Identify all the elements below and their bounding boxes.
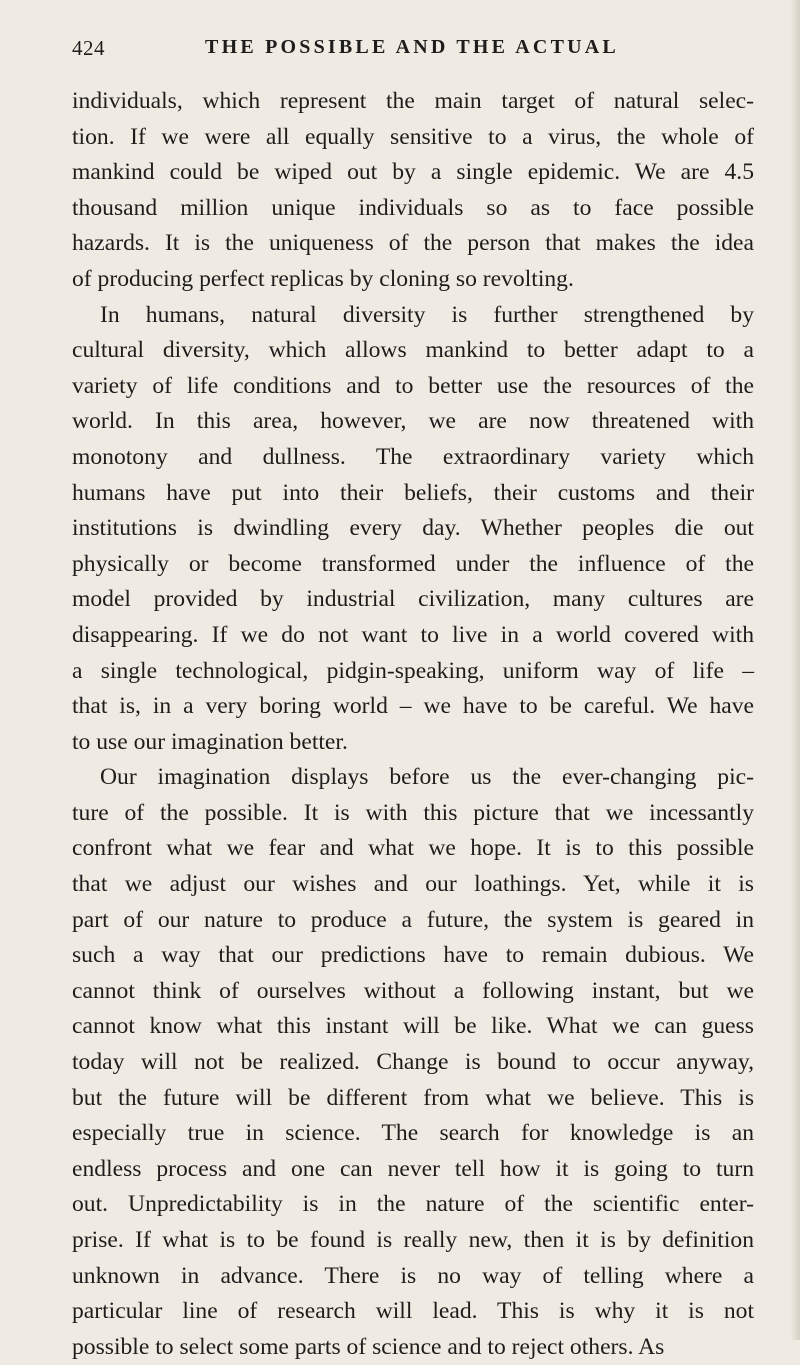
text-line: part of our nature to produce a future, the system is geared in: [72, 906, 754, 933]
text-line: today will not be realized. Change is bound to occur anyway,: [72, 1049, 754, 1076]
text-line: ture of the possible. It is with this picture that we incessantly: [72, 799, 754, 826]
text-line: but the future will be different from what we believe. This is: [72, 1084, 754, 1111]
text-line: a single technological, pidgin-speaking, uniform way of life –: [72, 657, 754, 684]
body-text: [72, 84, 754, 1365]
text-line: unknown in advance. There is no way of telling where a: [72, 1262, 754, 1289]
text-line: that is, in a very boring world – we have to be careful. We have: [72, 693, 754, 720]
text-line: Our imagination displays before us the ever-changing pic-: [100, 764, 754, 791]
text-line: possible to select some parts of science and to reject others. As: [72, 1333, 665, 1360]
text-line: physically or become transformed under the influence of the: [72, 550, 754, 577]
text-line: particular line of research will lead. This is why it is not: [72, 1298, 754, 1325]
text-line: In humans, natural diversity is further strengthened by: [100, 301, 754, 328]
text-line: mankind could be wiped out by a single epidemic. We are 4.5: [72, 159, 754, 186]
text-line: such a way that our predictions have to remain dubious. We: [72, 942, 754, 969]
text-line: especially true in science. The search for knowledge is an: [72, 1120, 754, 1147]
text-line: cultural diversity, which allows mankind to better adapt to a: [72, 337, 754, 364]
text-line: hazards. It is the uniqueness of the person that makes the idea: [72, 230, 754, 257]
text-line: individuals, which represent the main target of natural selec-: [72, 88, 754, 114]
text-line: variety of life conditions and to better use the resources of the: [72, 372, 754, 399]
text-line: out. Unpredictability is in the nature of the scientific enter-: [72, 1191, 754, 1218]
page-header-title: THE POSSIBLE AND THE ACTUAL: [205, 36, 619, 58]
text-line: model provided by industrial civilization, many cultures are: [72, 586, 754, 613]
text-line: of producing perfect replicas by cloning so revolting.: [72, 265, 574, 292]
running-header: [72, 36, 752, 72]
page-number: 424: [72, 36, 105, 60]
text-line: tion. If we were all equally sensitive to a virus, the whole of: [72, 123, 754, 150]
text-line: humans have put into their beliefs, their customs and their: [72, 479, 754, 506]
text-line: that we adjust our wishes and our loathings. Yet, while it is: [72, 871, 754, 898]
text-line: endless process and one can never tell how it is going to turn: [72, 1155, 754, 1182]
text-line: world. In this area, however, we are now threatened with: [72, 408, 754, 435]
text-line: confront what we fear and what we hope. It is to this possible: [72, 835, 754, 862]
text-line: cannot know what this instant will be like. What we can guess: [72, 1013, 754, 1040]
text-line: prise. If what is to be found is really new, then it is by definition: [72, 1227, 754, 1253]
text-line: cannot think of ourselves without a following instant, but we: [72, 977, 754, 1004]
text-line: disappearing. If we do not want to live in a world covered with: [72, 621, 754, 648]
text-line: institutions is dwindling every day. Whether peoples die out: [72, 515, 754, 542]
text-line: thousand million unique individuals so as to face possible: [72, 194, 754, 221]
text-line: monotony and dullness. The extraordinary variety which: [72, 443, 754, 470]
page-edge-shadow: [790, 0, 800, 1340]
text-line: to use our imagination better.: [72, 728, 348, 755]
